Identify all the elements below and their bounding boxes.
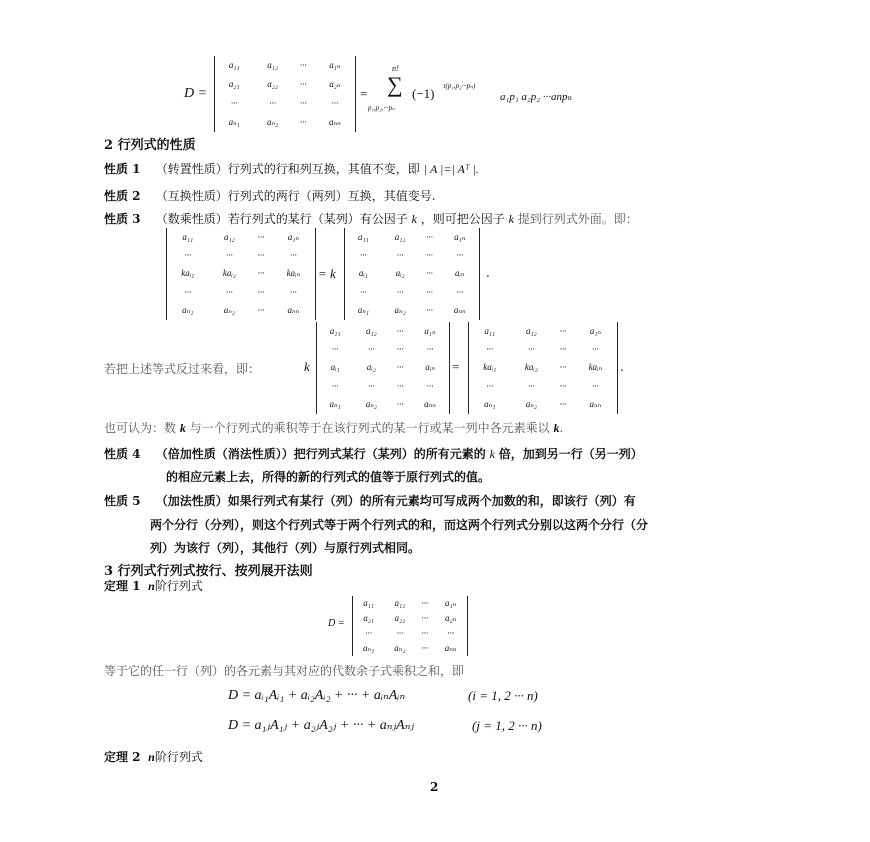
matrix-cell: aₙ₂ xyxy=(223,305,236,316)
matrix-row xyxy=(167,265,315,283)
matrix-cell: ··· xyxy=(396,286,404,297)
matrix-cell: ··· xyxy=(421,643,429,653)
property-2-label: 性质 2 xyxy=(104,189,141,203)
reverse-text: 若把上述等式反过来看，即： xyxy=(104,362,261,376)
property-4-label: 性质 4 xyxy=(104,447,141,461)
matrix-cell: ··· xyxy=(559,325,567,336)
matrix-cell: ··· xyxy=(331,98,339,108)
matrix-row xyxy=(215,56,355,75)
property-4-line-2: 的相应元素上去，所得的新的行列式的值等于原行列式的值。 xyxy=(166,470,491,484)
matrix-cell: aₙ₂ xyxy=(365,399,377,410)
matrix-cell: ··· xyxy=(226,250,233,261)
sign-term: (−1) xyxy=(412,86,435,101)
matrix-row xyxy=(317,322,449,340)
matrix-cell: aₙ₂ xyxy=(394,643,406,653)
matrix-cell: ··· xyxy=(360,286,367,297)
reverse-dot: . xyxy=(620,360,624,374)
property-3 xyxy=(104,210,638,227)
also-k1: k xyxy=(179,421,186,435)
matrix-cell: a₁₁ xyxy=(228,60,240,70)
matrix-row xyxy=(317,377,449,395)
matrix-cell: ··· xyxy=(299,60,307,70)
matrix-row xyxy=(469,359,617,377)
matrix-cell: aₙ₂ xyxy=(266,117,279,127)
matrix-row xyxy=(167,228,315,246)
matrix-cell: kaᵢ₂ xyxy=(524,362,538,373)
matrix-cell: ··· xyxy=(426,286,433,297)
matrix-cell: a₁₁ xyxy=(484,325,496,336)
theorem-1 xyxy=(104,577,203,594)
matrix-cell: ··· xyxy=(299,98,307,108)
determinant-reverse-right xyxy=(468,322,618,414)
matrix-cell: a₂₂ xyxy=(267,79,278,89)
matrix-cell: kaᵢ₂ xyxy=(222,268,236,279)
matrix-cell: aₙ₁ xyxy=(357,305,370,316)
matrix-cell: aₙₙ xyxy=(444,643,457,653)
matrix-cell: a₁₁ xyxy=(329,325,341,336)
determinant-reverse-left xyxy=(316,322,450,414)
matrix-cell: ··· xyxy=(230,98,238,108)
matrix-row xyxy=(215,94,355,113)
column-expansion: D = a₁ⱼA₁ⱼ + a₂ⱼA₂ⱼ + ··· + aₙⱼAₙⱼ xyxy=(228,718,415,733)
matrix-cell: a₁ₙ xyxy=(329,60,341,70)
property-4-text-a: （倍加性质（消法性质））把行列式某行（某列）的所有元素的 xyxy=(155,447,486,461)
formula-d-lhs: D = xyxy=(184,86,208,101)
property-5-line-2: 两个分行（分列），则这个行列式等于两个行列式的和，而这两个行列式分别以这两个分行（分 xyxy=(150,518,649,532)
matrix-row xyxy=(317,340,449,358)
theorem-1-text: 阶行列式 xyxy=(154,579,203,593)
determinant-theorem-1 xyxy=(352,596,468,656)
also-dot: . xyxy=(559,421,564,435)
p3-eq-k: = k xyxy=(318,266,336,281)
matrix-row xyxy=(215,75,355,94)
matrix-cell: ··· xyxy=(367,344,375,355)
matrix-cell: aᵢₙ xyxy=(425,362,435,373)
matrix-cell: ··· xyxy=(426,380,434,391)
matrix-cell: ··· xyxy=(396,344,404,355)
matrix-cell: a₁₂ xyxy=(394,598,406,608)
matrix-row xyxy=(345,265,479,283)
theorem-2-label: 定理 2 xyxy=(104,750,141,764)
matrix-cell: ··· xyxy=(367,380,375,391)
determinant-d-table xyxy=(215,56,355,132)
matrix-cell: ··· xyxy=(591,344,599,355)
property-4 xyxy=(104,445,643,462)
matrix-cell: ··· xyxy=(331,380,339,391)
matrix-cell: ··· xyxy=(396,362,404,373)
matrix-cell: ··· xyxy=(257,305,265,316)
matrix-cell: ··· xyxy=(184,286,192,297)
matrix-cell: kaᵢ₁ xyxy=(181,268,195,279)
matrix-row xyxy=(353,626,467,641)
property-5-label: 性质 5 xyxy=(104,494,141,508)
matrix-cell: ··· xyxy=(447,628,454,638)
sum-lower: p₁,p₂,···pₙ xyxy=(368,104,395,112)
matrix-cell: ··· xyxy=(257,268,265,279)
determinant-reverse-right-table xyxy=(469,322,617,414)
matrix-row xyxy=(469,377,617,395)
property-1 xyxy=(104,160,479,177)
p3-dot: . xyxy=(486,266,490,280)
matrix-cell: ··· xyxy=(289,250,297,261)
matrix-cell: aₙₙ xyxy=(329,117,341,127)
also-statement xyxy=(104,419,563,436)
property-1-text: （转置性质）行列式的行和列互换，其值不变，即 xyxy=(155,162,420,176)
section-3-heading: 3 行列式行列式按行、按列展开法则 xyxy=(104,564,313,579)
matrix-cell: a₁ₙ xyxy=(589,325,601,336)
matrix-row xyxy=(345,302,479,320)
matrix-cell: aₙ₁ xyxy=(363,643,375,653)
matrix-cell: ··· xyxy=(426,344,434,355)
matrix-cell: aₙ₂ xyxy=(394,305,406,316)
property-3-label: 性质 3 xyxy=(104,212,141,226)
determinant-p3-right-table xyxy=(345,228,479,320)
matrix-cell: aₙₙ xyxy=(453,305,466,316)
matrix-cell: aᵢ₁ xyxy=(358,268,368,279)
matrix-row xyxy=(353,596,467,611)
theorem-1-description: 等于它的任一行（列）的各元素与其对应的代数余子式乘积之和，即 xyxy=(104,664,465,678)
matrix-cell: ··· xyxy=(528,344,535,355)
matrix-cell: a₁ₙ xyxy=(454,231,466,242)
matrix-cell: aₙ₁ xyxy=(329,399,341,410)
matrix-cell: ··· xyxy=(269,98,276,108)
matrix-cell: ··· xyxy=(184,250,192,261)
matrix-row xyxy=(317,359,449,377)
matrix-cell: aᵢ₂ xyxy=(395,268,405,279)
property-3-text-b: ，则可把公因子 xyxy=(420,212,505,226)
matrix-row xyxy=(469,396,617,414)
theorem-2-n: n xyxy=(148,750,155,764)
matrix-row xyxy=(167,302,315,320)
matrix-cell: a₂₁ xyxy=(363,613,375,623)
matrix-cell: ··· xyxy=(591,380,599,391)
page-number: 2 xyxy=(430,780,439,794)
column-range: (j = 1, 2 ··· n) xyxy=(472,718,542,733)
also-text-a: 也可认为：数 xyxy=(104,421,177,435)
property-3-text-c: 提到行列式外面。即： xyxy=(517,212,638,226)
matrix-row xyxy=(345,283,479,301)
matrix-cell: a₁₂ xyxy=(224,231,235,242)
matrix-cell: ··· xyxy=(426,268,433,279)
matrix-cell: ··· xyxy=(421,628,429,638)
matrix-cell: ··· xyxy=(257,231,265,242)
matrix-row xyxy=(345,246,479,264)
matrix-cell: aₙₙ xyxy=(424,399,436,410)
matrix-cell: ··· xyxy=(426,305,433,316)
matrix-cell: ··· xyxy=(257,286,265,297)
matrix-cell: ··· xyxy=(559,344,567,355)
matrix-cell: ··· xyxy=(456,286,464,297)
matrix-cell: ··· xyxy=(396,380,404,391)
matrix-cell: aₙ₁ xyxy=(228,117,240,127)
matrix-cell: ··· xyxy=(559,380,567,391)
determinant-p3-left xyxy=(166,228,316,320)
matrix-row xyxy=(353,611,467,626)
property-3-text-a: （数乘性质）若行列式的某行（某列）有公因子 xyxy=(155,212,408,226)
matrix-cell: ··· xyxy=(486,380,494,391)
matrix-cell: ··· xyxy=(299,79,307,89)
property-1-label: 性质 1 xyxy=(104,162,141,176)
property-1-formula: | A |=| Aᵀ |. xyxy=(423,162,479,176)
matrix-cell: a₂₁ xyxy=(228,79,240,89)
section-2-heading: 2 行列式的性质 xyxy=(104,138,196,153)
property-3-k2: k xyxy=(508,212,514,226)
determinant-reverse-left-table xyxy=(317,322,449,414)
determinant-theorem-1-table xyxy=(353,596,467,656)
formula-eq: = xyxy=(360,86,368,101)
property-5-line-3: 列）为该行（列），其他行（列）与原行列式相同。 xyxy=(150,541,421,555)
theorem-2 xyxy=(104,748,203,765)
matrix-cell: ··· xyxy=(396,250,404,261)
matrix-cell: aᵢ₁ xyxy=(330,362,340,373)
matrix-cell: aᵢ₂ xyxy=(366,362,376,373)
determinant-p3-left-table xyxy=(167,228,315,320)
matrix-cell: aₙ₁ xyxy=(182,305,194,316)
sum-upper: n! xyxy=(392,64,399,73)
determinant-d xyxy=(214,56,356,132)
matrix-cell: a₂ₙ xyxy=(329,79,341,89)
property-4-k: k xyxy=(489,447,495,461)
property-2 xyxy=(104,187,436,204)
matrix-cell: ··· xyxy=(396,399,404,410)
matrix-cell: aᵢₙ xyxy=(454,268,465,279)
determinant-p3-right xyxy=(344,228,480,320)
matrix-row xyxy=(469,322,617,340)
matrix-cell: a₂ₙ xyxy=(444,613,457,623)
matrix-cell: ··· xyxy=(365,628,373,638)
matrix-cell: a₁₂ xyxy=(526,325,537,336)
theorem-1-label: 定理 1 xyxy=(104,579,141,593)
property-2-text: （互换性质）行列式的两行（两列）互换，其值变号. xyxy=(155,189,436,203)
matrix-cell: ··· xyxy=(396,628,404,638)
matrix-cell: a₁₂ xyxy=(267,60,278,70)
matrix-cell: ··· xyxy=(559,362,567,373)
matrix-cell: a₂₂ xyxy=(394,613,406,623)
sum-sign: ∑ xyxy=(387,72,403,97)
matrix-cell: kaᵢ₁ xyxy=(483,362,497,373)
property-4-text-b: 倍，加到另一行（另一列） xyxy=(498,447,643,461)
matrix-cell: aₙₙ xyxy=(287,305,300,316)
matrix-cell: kaᵢₙ xyxy=(286,268,301,279)
matrix-cell: aₙ₂ xyxy=(525,399,538,410)
matrix-cell: ··· xyxy=(331,344,339,355)
matrix-cell: ··· xyxy=(426,231,433,242)
matrix-row xyxy=(353,641,467,656)
reverse-eq: = xyxy=(452,359,460,374)
matrix-cell: ··· xyxy=(486,344,494,355)
matrix-cell: ··· xyxy=(360,250,367,261)
matrix-row xyxy=(469,340,617,358)
row-expansion: D = aᵢ₁Aᵢ₁ + aᵢ₂Aᵢ₂ + ··· + aᵢₙAᵢₙ xyxy=(228,688,406,703)
matrix-cell: a₁₁ xyxy=(363,598,375,608)
matrix-cell: a₁ₙ xyxy=(424,325,436,336)
matrix-cell: a₁₂ xyxy=(365,325,377,336)
matrix-cell: ··· xyxy=(528,380,535,391)
matrix-cell: ··· xyxy=(421,598,429,608)
matrix-cell: a₁₁ xyxy=(358,231,369,242)
reverse-k: k xyxy=(304,359,310,374)
theorem-2-text: 阶行列式 xyxy=(154,750,203,764)
property-5-line-1: （加法性质）如果行列式有某行（列）的所有元素均可写成两个加数的和，即该行（列）有 xyxy=(155,494,636,508)
matrix-row xyxy=(345,228,479,246)
matrix-row xyxy=(215,113,355,132)
product-term: a₁p₁ a₂p₂ ···anpₙ xyxy=(500,91,573,103)
theorem-1-lhs: D = xyxy=(328,618,345,629)
matrix-cell: ··· xyxy=(559,399,567,410)
row-range: (i = 1, 2 ··· n) xyxy=(468,688,538,703)
matrix-cell: a₁ₙ xyxy=(287,231,299,242)
matrix-row xyxy=(167,283,315,301)
matrix-cell: ··· xyxy=(226,286,233,297)
property-3-k1: k xyxy=(411,212,417,226)
also-text-b: 与一个行列式的乘积等于在该行列式的某一行或某一列中各元素乘以 xyxy=(189,421,550,435)
matrix-cell: a₁ₙ xyxy=(444,598,457,608)
property-5 xyxy=(104,492,636,509)
inversion-exponent: τ(p₁,p₂···pₙ) xyxy=(443,82,476,90)
matrix-cell: ··· xyxy=(396,325,404,336)
matrix-cell: ··· xyxy=(289,286,297,297)
matrix-cell: ··· xyxy=(257,250,265,261)
matrix-cell: kaᵢₙ xyxy=(588,362,603,373)
matrix-row xyxy=(167,246,315,264)
matrix-cell: ··· xyxy=(421,613,429,623)
matrix-cell: aₙₙ xyxy=(589,399,602,410)
matrix-row xyxy=(317,396,449,414)
matrix-cell: ··· xyxy=(426,250,433,261)
matrix-cell: ··· xyxy=(456,250,464,261)
matrix-cell: ··· xyxy=(299,117,307,127)
theorem-1-n: n xyxy=(148,579,155,593)
matrix-cell: aₙ₁ xyxy=(484,399,496,410)
matrix-cell: a₁₂ xyxy=(394,231,406,242)
also-k2: k xyxy=(553,421,560,435)
matrix-cell: a₁₁ xyxy=(182,231,194,242)
